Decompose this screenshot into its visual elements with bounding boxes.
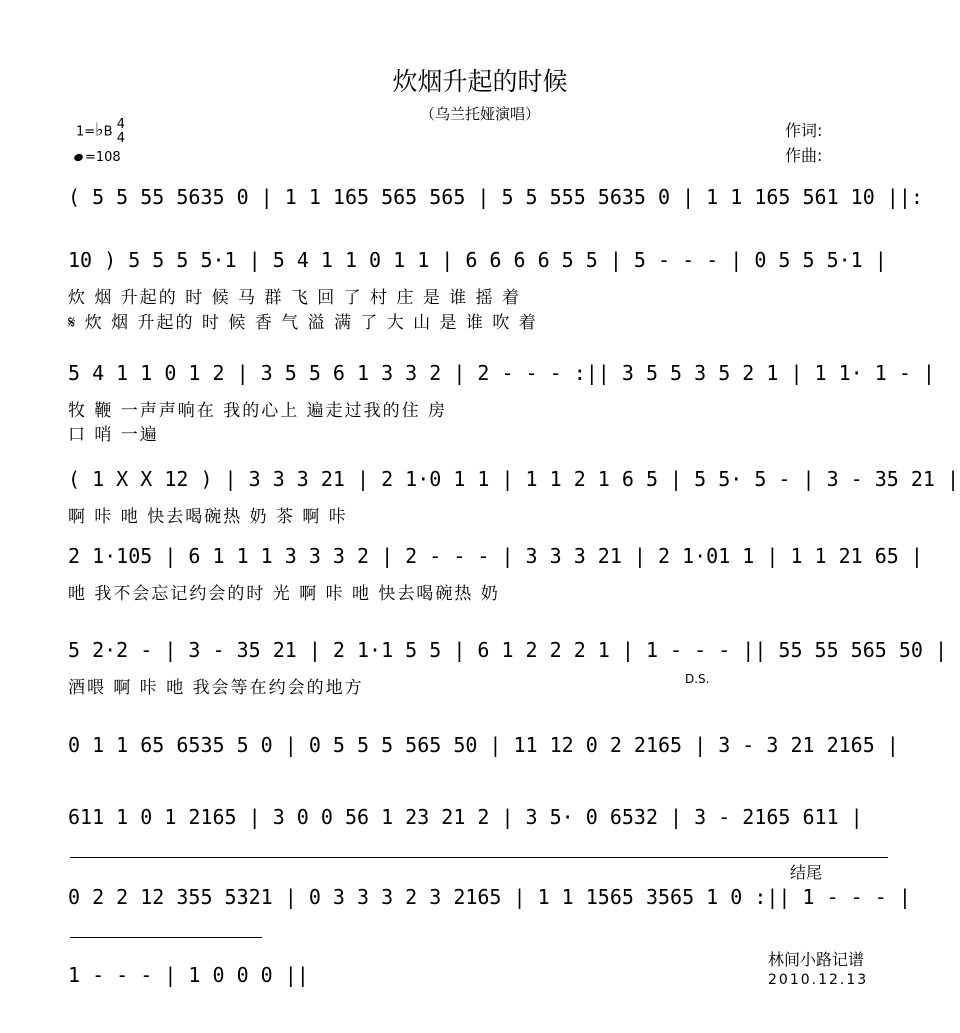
section-rule [70,857,888,858]
score-line-8: 611 1 0 1 2165 | 3 0 0 56 1 23 21 2 | 3 5· 0 6532 | 3 - 2165 611 | [68,805,863,829]
credits [785,118,822,168]
composer-label: 作曲: [785,146,823,165]
score-line-7: 0 1 1 65 6535 5 0 | 0 5 5 5 565 50 | 11 12 0 2 2165 | 3 - 3 21 2165 | [68,733,899,757]
score-line-2: 10 ) 5 5 5 5·1 | 5 4 1 1 0 1 1 | 6 6 6 6 5 5 | 5 - - - | 0 5 5 5·1 | [68,248,887,272]
tempo-value: =108 [85,150,121,165]
lyric-line-2a: 炊 烟 升起的 时 候 马 群 飞 回 了 村 庄 是 谁 摇 着 [68,288,522,308]
performer-subtitle: （乌兰托娅演唱） [419,105,540,123]
score-line-4: ( 1 X X 12 ) | 3 3 3 21 | 2 1·0 1 1 | 1 1 2 1 6 5 | 5 5· 5 - | 3 - 35 21 | [68,467,960,491]
score-line-9: 0 2 2 12 355 5321 | 0 3 3 3 2 3 2165 | 1 1 1565 3565 1 0 :|| 1 - - - | [68,885,911,909]
quarter-note-icon [73,153,84,163]
lyric-line-5: 吔 我不会忘记约会的时 光 啊 咔 吔 快去喝碗热 奶 [68,584,500,604]
lyricist-label: 作词: [785,121,823,140]
lyric-line-4: 啊 咔 吔 快去喝碗热 奶 茶 啊 咔 [68,507,348,527]
score-line-6: 5 2·2 - | 3 - 35 21 | 2 1·1 5 5 | 6 1 2 2 2 1 | 1 - - - || 55 55 565 50 | [68,638,947,662]
lyric-line-3a: 牧 鞭 一声声响在 我的心上 遍走过我的住 房 [68,401,448,421]
coda-label: 结尾 [790,863,823,882]
song-title: 炊烟升起的时候 [392,67,568,96]
transcription-date: 2010.12.13 [768,972,869,988]
lyric-line-6: 酒喂 啊 咔 吔 我会等在约会的地方 [68,678,364,698]
dal-segno-mark: D.S. [685,672,710,686]
time-signature [117,118,125,146]
score-line-5: 2 1·105 | 6 1 1 1 3 3 3 2 | 2 - - - | 3 3 3 21 | 2 1·01 1 | 1 1 21 65 | [68,544,923,568]
key-signature [76,118,125,146]
score-line-10: 1 - - - | 1 0 0 0 || [68,963,309,987]
key-label: 1= [76,124,96,140]
lyric-line-3b: 口 哨 一遍 [68,425,159,445]
key-note: B [103,124,113,140]
ending-rule [70,937,262,938]
lyric-line-2b: 𝄋 炊 烟 升起的 时 候 香 气 溢 满 了 大 山 是 谁 吹 着 [68,313,538,333]
transcriber-credit: 林间小路记谱 [768,950,865,969]
flat-sign: ♭ [95,119,104,141]
score-line-1: ( 5 5 55 5635 0 | 1 1 165 565 565 | 5 5 555 5635 0 | 1 1 165 561 10 ||: [68,185,923,209]
time-bottom: 4 [116,131,126,146]
tempo-marking [74,150,121,165]
score-line-3: 5 4 1 1 0 1 2 | 3 5 5 6 1 3 3 2 | 2 - - - :|| 3 5 5 3 5 2 1 | 1 1· 1 - | [68,361,935,385]
time-top: 4 [116,117,126,132]
